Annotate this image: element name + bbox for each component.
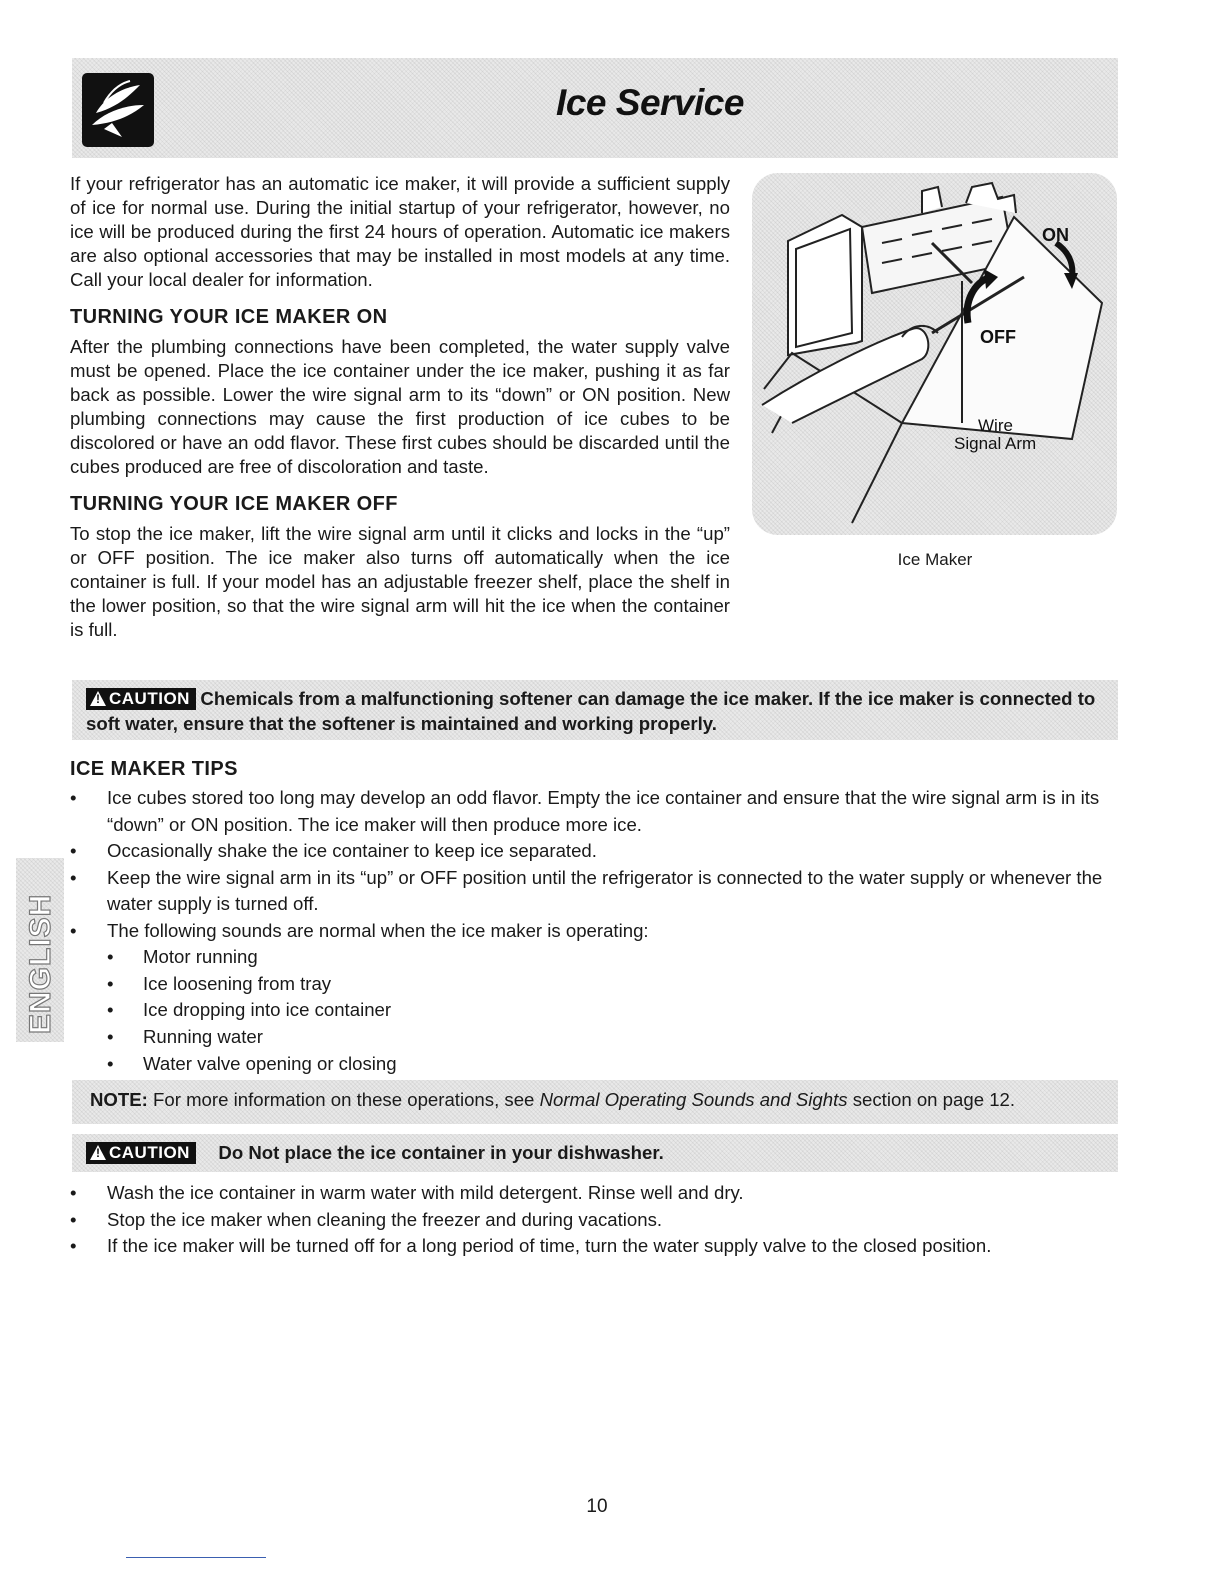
section-body-off: To stop the ice maker, lift the wire signal arm until it clicks and locks in the “up” or OFF position. The ice maker also turns off automatically when the ice container is full. If your model has an adjustable freezer shelf, place the shelf in the lower position, so that the wire signal arm will hit the ice when the container is full. — [70, 523, 730, 640]
caution-badge: !CAUTION — [86, 1142, 196, 1164]
list-item: • Keep the wire signal arm in its “up” or OFF position until the refrigerator is connected to the water supply or whenever the water supply is turned off. — [70, 865, 1120, 918]
intro-paragraph: If your refrigerator has an automatic ice maker, it will provide a sufficient supply of ice for normal use. During the initial startup of your refrigerator, however, no ice will be produced during the first 24 hours of operation. Automatic ice makers are also optional accessories that may be installed in most models at any time. Call your local dealer for information. — [70, 173, 730, 290]
care-list — [70, 1180, 1120, 1260]
list-item: • Motor running — [70, 944, 1120, 971]
page-title: Ice Service — [556, 82, 744, 123]
sounds-list — [70, 944, 1120, 1078]
ice-maker-tips — [70, 758, 1120, 1078]
list-item: • Ice dropping into ice container — [70, 997, 1120, 1024]
warning-icon — [90, 691, 106, 706]
list-item: • Ice cubes stored too long may develop an odd flavor. Empty the ice container and ensure that the wire signal arm is in its “down” or ON position. The ice maker will then produce more ice. — [70, 785, 1120, 838]
intro-column — [70, 172, 730, 642]
frigidaire-leaf-logo-icon — [82, 73, 154, 147]
ice-maker-figure — [752, 173, 1117, 535]
section-body-on: After the plumbing connections have been completed, the water supply valve must be opened. Place the ice container under the ice maker, pushing it as far back as possible. Lower the wire signal arm to its “down” or ON position. New plumbing connections may cause the first production of ice cubes to be discolored or have an odd flavor. These first cubes should be discarded until the cubes produced are free of discoloration and taste. — [70, 336, 730, 477]
footer-rule — [126, 1557, 266, 1558]
note-text: NOTE: For more information on these operations, see Normal Operating Sounds and Sights section on page 12. — [90, 1089, 1016, 1110]
list-item: • The following sounds are normal when the ice maker is operating: — [70, 918, 1120, 945]
list-item: • If the ice maker will be turned off for a long period of time, turn the water supply valve to the closed position. — [70, 1233, 1120, 1260]
caution-content-softener — [86, 686, 1110, 736]
note-reference: Normal Operating Sounds and Sights — [539, 1089, 848, 1110]
list-item: • Ice loosening from tray — [70, 971, 1120, 998]
note-label: NOTE: — [90, 1089, 148, 1110]
list-item: • Occasionally shake the ice container to keep ice separated. — [70, 838, 1120, 865]
caution-badge: !CAUTION — [86, 688, 196, 710]
label-on: ON — [1042, 225, 1069, 245]
section-heading-off: TURNING YOUR ICE MAKER OFF — [70, 493, 398, 515]
list-item: • Wash the ice container in warm water with mild detergent. Rinse well and dry. — [70, 1180, 1120, 1207]
side-tab-label: ENGLISH — [24, 893, 57, 1034]
list-item: • Running water — [70, 1024, 1120, 1051]
label-wire: Wire — [978, 416, 1013, 435]
warning-icon — [90, 1145, 106, 1160]
section-heading-on: TURNING YOUR ICE MAKER ON — [70, 306, 388, 328]
label-off: OFF — [980, 327, 1016, 347]
tips-heading: ICE MAKER TIPS — [70, 758, 238, 780]
figure-caption: Ice Maker — [897, 550, 973, 569]
caution-content-dishwasher — [86, 1140, 1110, 1165]
caution-text-softener: Chemicals from a malfunctioning softener can damage the ice maker. If the ice maker is connected to soft water, ensure that the softener is maintained and working properly. — [86, 688, 1096, 734]
page-number: 10 — [586, 1496, 608, 1517]
list-item: • Stop the ice maker when cleaning the freezer and during vacations. — [70, 1207, 1120, 1234]
care-section — [70, 1180, 1120, 1260]
list-item: • Water valve opening or closing — [70, 1051, 1120, 1078]
caution-text-dishwasher: Do Not place the ice container in your dishwasher. — [218, 1142, 664, 1163]
tips-list — [70, 785, 1120, 944]
language-side-tab — [16, 858, 64, 1042]
label-signal-arm: Signal Arm — [954, 434, 1037, 453]
